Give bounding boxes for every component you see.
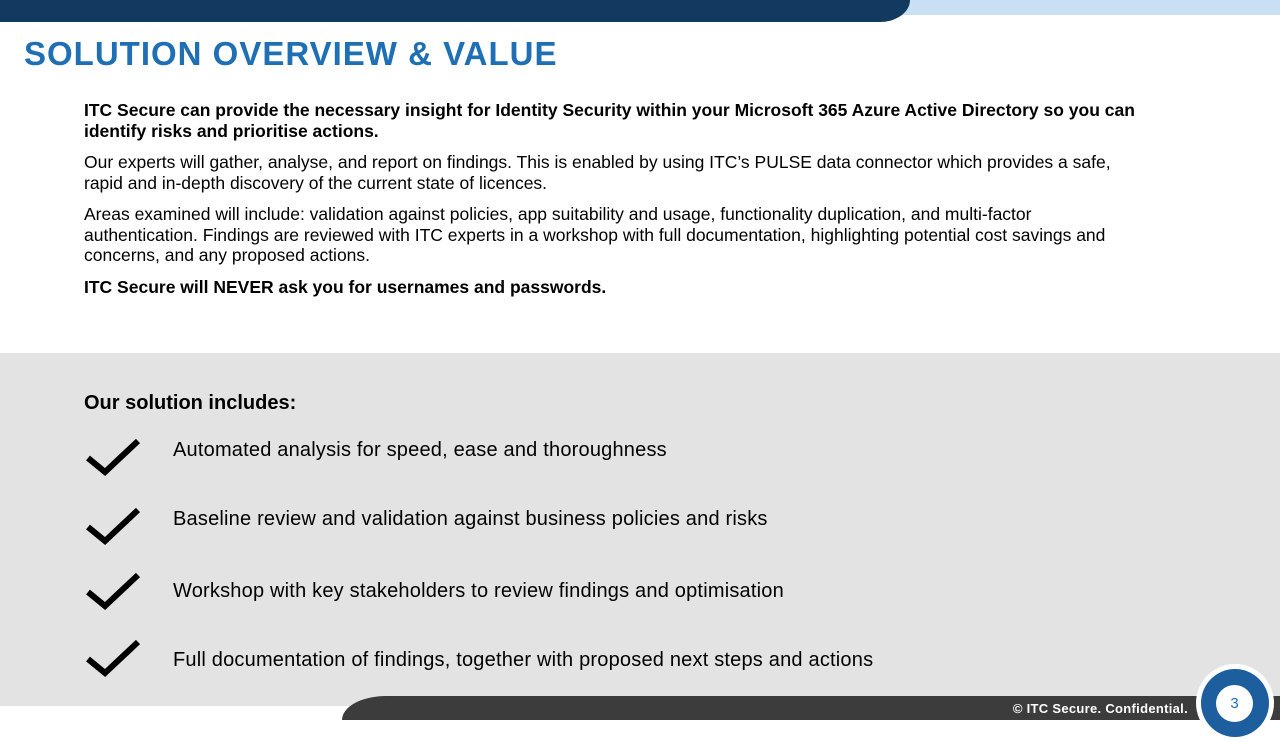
solution-item xyxy=(84,507,1084,551)
page-title: SOLUTION OVERVIEW & VALUE xyxy=(24,35,558,72)
solution-item xyxy=(84,639,1084,683)
solution-item xyxy=(84,572,1084,616)
solution-item xyxy=(84,438,1084,482)
intro-lead: ITC Secure can provide the necessary insight for Identity Security within your Microsoft 365 Azure Active Directory so you can identify risks and prioritise actions. xyxy=(84,100,1135,141)
intro-paragraph-1: Our experts will gather, analyse, and report on findings. This is enabled by using ITC’s PULSE data connector which provides a safe, rapid and in-depth discovery of the current state of licences. xyxy=(84,152,1111,193)
solution-heading: Our solution includes: xyxy=(84,392,297,414)
copyright-text: © ITC Secure. Confidential. xyxy=(1012,701,1188,716)
intro-section xyxy=(84,100,1144,308)
checkmark-icon xyxy=(84,572,142,612)
checkmark-icon xyxy=(84,438,142,478)
top-band-dark xyxy=(0,0,910,22)
solution-item-text: Workshop with key stakeholders to review findings and optimisation xyxy=(173,580,784,602)
intro-paragraph-2: Areas examined will include: validation against policies, app suitability and usage, functionality duplication, and multi-factor authentication. Findings are reviewed with ITC experts in a workshop with full documentation, highlighting potential cost savings and concerns, and any proposed actions. xyxy=(84,204,1106,265)
solution-item-text: Automated analysis for speed, ease and thoroughness xyxy=(173,439,667,461)
solution-item-text: Baseline review and validation against business policies and risks xyxy=(173,508,768,530)
checkmark-icon xyxy=(84,639,142,679)
intro-warning: ITC Secure will NEVER ask you for usernames and passwords. xyxy=(84,276,607,297)
page-number: 3 xyxy=(1216,685,1253,722)
checkmark-icon xyxy=(84,507,142,547)
solution-item-text: Full documentation of findings, together with proposed next steps and actions xyxy=(173,649,874,671)
